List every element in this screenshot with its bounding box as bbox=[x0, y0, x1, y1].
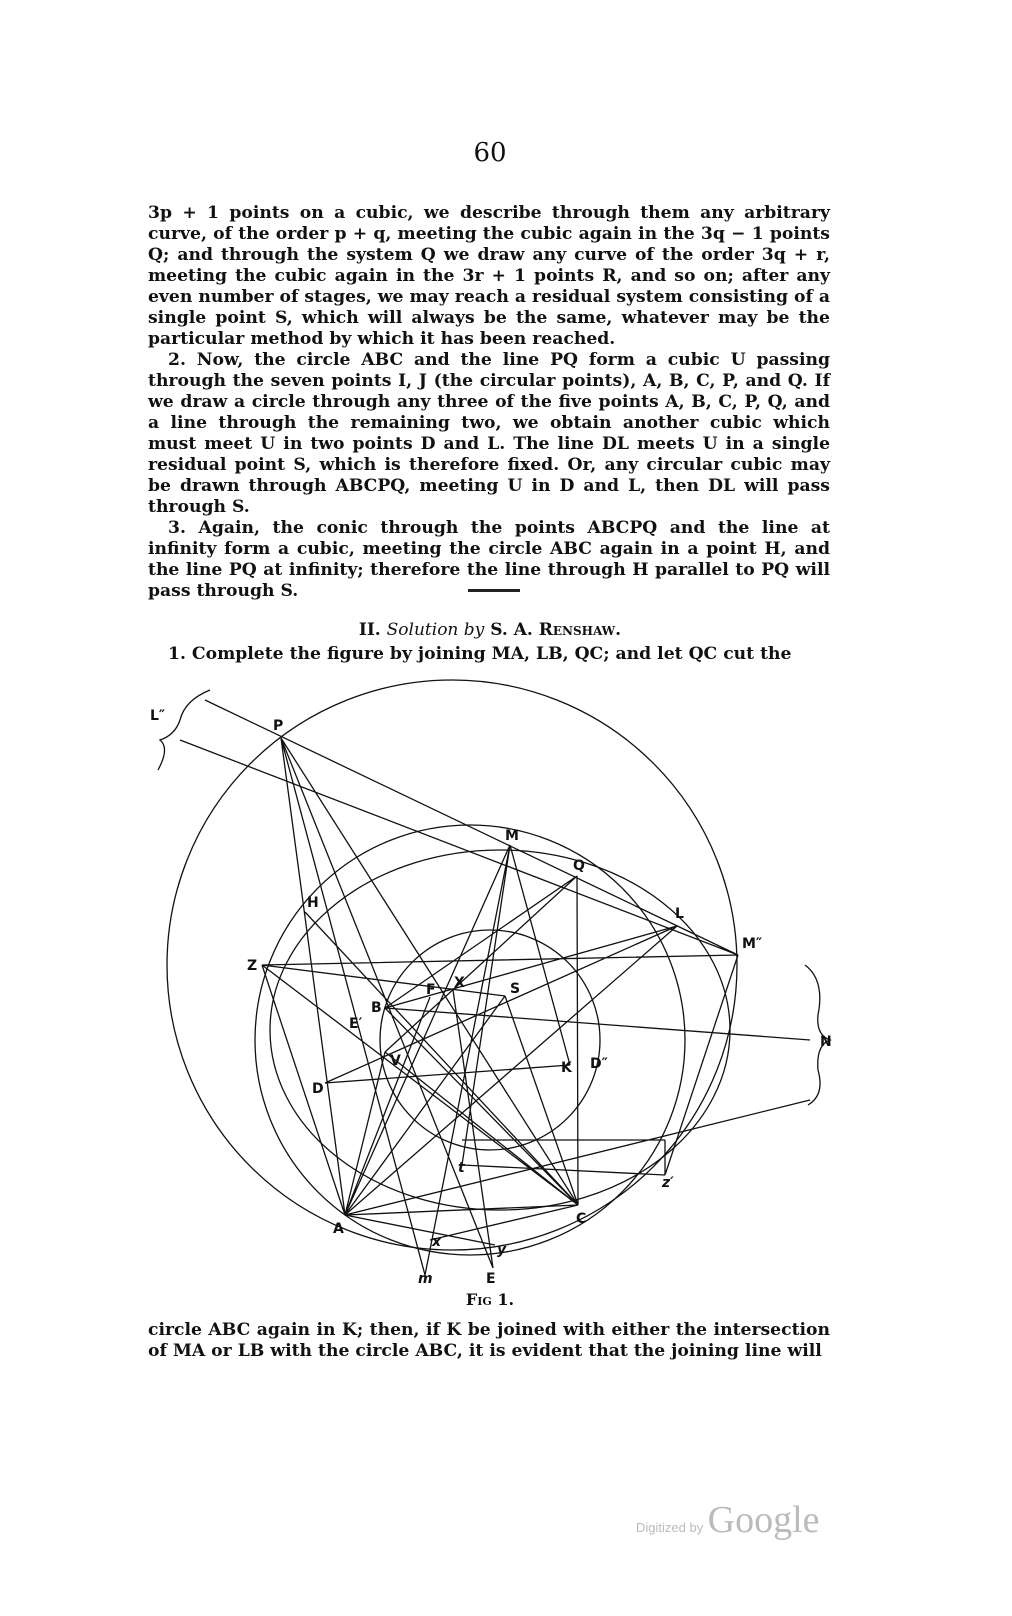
page-number: 60 bbox=[473, 138, 507, 168]
label-L2: L″ bbox=[150, 708, 166, 724]
label-H: H bbox=[307, 895, 319, 911]
label-M: M bbox=[505, 828, 519, 844]
label-Z: Z bbox=[247, 958, 258, 974]
label-t: t bbox=[458, 1160, 465, 1176]
label-Q: Q bbox=[573, 858, 585, 874]
label-C: C bbox=[576, 1211, 587, 1227]
watermark-small: Digitized by bbox=[636, 1520, 704, 1535]
label-E: E bbox=[486, 1271, 496, 1287]
label-x: x bbox=[432, 1234, 442, 1250]
google-watermark bbox=[636, 1498, 820, 1542]
label-P: P bbox=[273, 718, 284, 734]
label-K: K bbox=[561, 1060, 572, 1076]
label-X: X bbox=[454, 975, 465, 991]
section-number: II. bbox=[358, 620, 381, 640]
paragraph-bottom: circle ABC again in K; then, if K be joined with either the intersection of MA or LB with the circle ABC, it is evident that the joining line will bbox=[148, 1320, 830, 1361]
label-y: y bbox=[497, 1242, 507, 1258]
bracket-l bbox=[158, 690, 210, 770]
label-L: L bbox=[675, 906, 684, 922]
paragraph-2: 2. Now, the circle ABC and the line PQ form a cubic U passing through the seven points I, J (the circular points), A, B, C, P, and Q. If we draw a circle through any three of the five points A, B, C, P, Q, and a line through the remaining two, we obtain another cubic which must meet U in two points D and L. The line DL meets U in a single residual point S, which is therefore fixed. Or, any circular cubic may be drawn through ABCPQ, meeting U in D and L, then DL will pass through S. bbox=[148, 350, 830, 517]
label-z2: z′ bbox=[662, 1175, 674, 1191]
label-D: D bbox=[312, 1081, 324, 1097]
label-M2: M″ bbox=[742, 936, 763, 952]
paragraph-1: 3p + 1 points on a cubic, we describe through them any arbitrary curve, of the order p + q, meeting the cubic again in the 3q − 1 points Q; and through the system Q we draw any curve of the order 3q + r, meeting the cubic again in the 3r + 1 points R, and so on; after any even number of stages, we may reach a residual system consisting of a single point S, which will always be the same, whatever may be the particular method by which it has been reached. bbox=[148, 203, 830, 349]
label-m: m bbox=[418, 1271, 433, 1287]
label-S: S bbox=[510, 981, 521, 997]
label-D2: D″ bbox=[590, 1056, 608, 1072]
paragraph-3: 3. Again, the conic through the points ABCPQ and the line at infinity form a cubic, meeting the circle ABC again in a point H, and the line PQ at infinity; therefore the line through H parallel to PQ will pass through S. bbox=[148, 518, 830, 601]
paragraph-intro: 1. Complete the figure by joining MA, LB, QC; and let QC cut the bbox=[168, 644, 792, 664]
conic bbox=[270, 850, 730, 1210]
section-italic: Solution by bbox=[386, 620, 485, 640]
section-author: S. A. Renshaw. bbox=[490, 620, 622, 640]
label-V: V bbox=[390, 1053, 401, 1069]
label-E1: E′ bbox=[349, 1016, 363, 1032]
figure-caption: Fig 1. bbox=[465, 1290, 515, 1309]
circle-abc bbox=[255, 825, 685, 1255]
label-B: B bbox=[371, 1000, 382, 1016]
label-F: F bbox=[426, 982, 436, 998]
label-N: N bbox=[820, 1034, 832, 1050]
watermark-brand: Google bbox=[707, 1499, 820, 1541]
label-A: A bbox=[333, 1221, 344, 1237]
